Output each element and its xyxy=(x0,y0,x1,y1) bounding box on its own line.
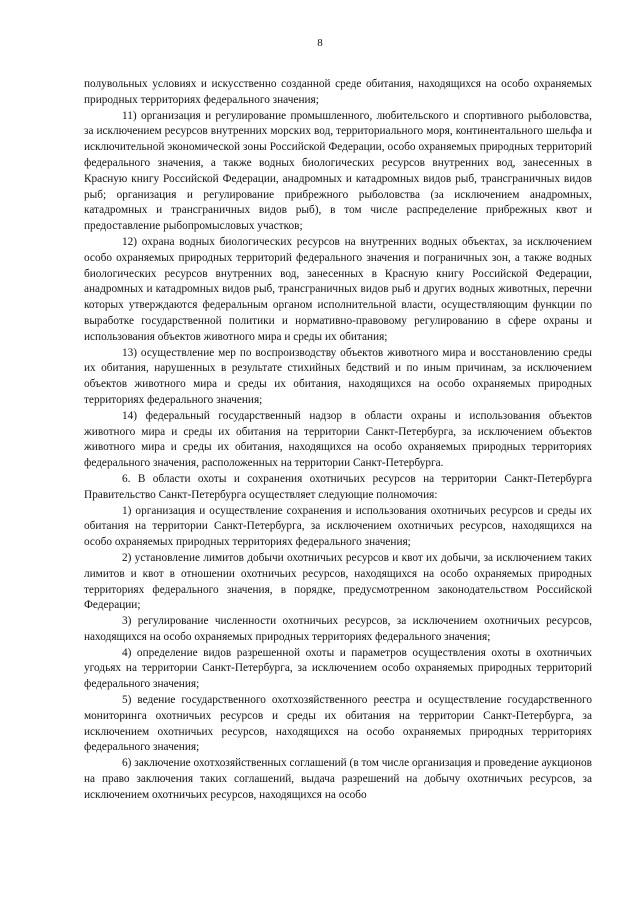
paragraph: 13) осуществление мер по воспроизводству объектов животного мира и восстановлению среды их обитания, нарушенных в результате стихийных бедствий и по иным причинам, за исключением объектов животного мира и среды их обитания, находящихся на особо охраняемых природных территориях федерального значения; xyxy=(84,346,592,406)
paragraph: 6. В области охоты и сохранения охотничьих ресурсов на территории Санкт-Петербурга Правительство Санкт-Петербурга осуществляет следующие полномочия: xyxy=(84,472,592,501)
paragraph: 5) ведение государственного охотхозяйственного реестра и осуществление государственного мониторинга охотничьих ресурсов и среды их обитания на территории Санкт-Петербурга, за исключением охотничьих ресурсов, находящихся на особо охраняемых природных территориях федерального значения; xyxy=(84,694,592,754)
paragraph: 1) организация и осуществление сохранения и использования охотничьих ресурсов и среды их обитания на территории Санкт-Петербурга, за исключением охотничьих ресурсов, находящихся на особо охраняемых природных территориях федерального значения; xyxy=(84,504,592,549)
paragraph: 3) регулирование численности охотничьих ресурсов, за исключением охотничьих ресурсов, находящихся на особо охраняемых природных территориях федерального значения; xyxy=(84,615,592,643)
paragraph: 6) заключение охотхозяйственных соглашений (в том числе организация и проведение аукционов на право заключения таких соглашений, выдача разрешений на добычу охотничьих ресурсов, за исключением охотничьих ресурсов, находящихся на особо xyxy=(84,757,592,801)
paragraph: 14) федеральный государственный надзор в области охраны и использования объектов животного мира и среды их обитания на территории Санкт-Петербурга, за исключением объектов животного мира и среды их обитания, находящихся на особо охраняемых природных территориях федерального значения, расположенных на территории Санкт-Петербурга. xyxy=(84,409,592,470)
paragraph: полувольных условиях и искусственно созданной среде обитания, находящихся на особо охраняемых природных территориях федерального значения; xyxy=(84,78,592,106)
document-body xyxy=(84,77,592,804)
paragraph: 4) определение видов разрешенной охоты и параметров осуществления охоты в охотничьих угодьях на территории Санкт-Петербурга, за исключением особо охраняемых природных территорий федерального значения; xyxy=(84,646,592,691)
paragraph: 11) организация и регулирование промышленного, любительского и спортивного рыболовства, за исключением ресурсов внутренних морских вод, территориального моря, континентального шельфа и исключительной экономической зоны Российской Федерации, особо охраняемых природных территорий федерального значения, а также водных биологических ресурсов внутренних вод, занесенных в Красную книгу Российской Федерации, анадромных и катадромных видов рыб, трансграничных видов рыб; организация и регулирование прибрежного рыболовства (за исключением анадромных, катадромных и трансграничных видов рыб), в том числе распределение прибрежных квот и предоставление рыбопромысловых участков; xyxy=(84,109,592,233)
paragraph: 2) установление лимитов добычи охотничьих ресурсов и квот их добычи, за исключением таких лимитов и квот в отношении охотничьих ресурсов, находящихся на особо охраняемых природных территориях федерального значения, в порядке, предусмотренном законодательством Российской Федерации; xyxy=(84,551,592,612)
paragraph: 12) охрана водных биологических ресурсов на внутренних водных объектах, за исключением особо охраняемых природных территорий федерального значения и пограничных зон, а также водных биологических ресурсов внутренних вод, занесенных в Красную книгу Российской Федерации, анадромных и катадромных видов рыб, трансграничных видов рыб и других водных животных, перечни которых утверждаются федеральным органом исполнительной власти, осуществляющим функции по выработке государственной политики и нормативно-правовому регулированию в сфере охраны и использования объектов животного мира и среды их обитания; xyxy=(84,235,592,343)
page-number: 8 xyxy=(317,37,323,49)
